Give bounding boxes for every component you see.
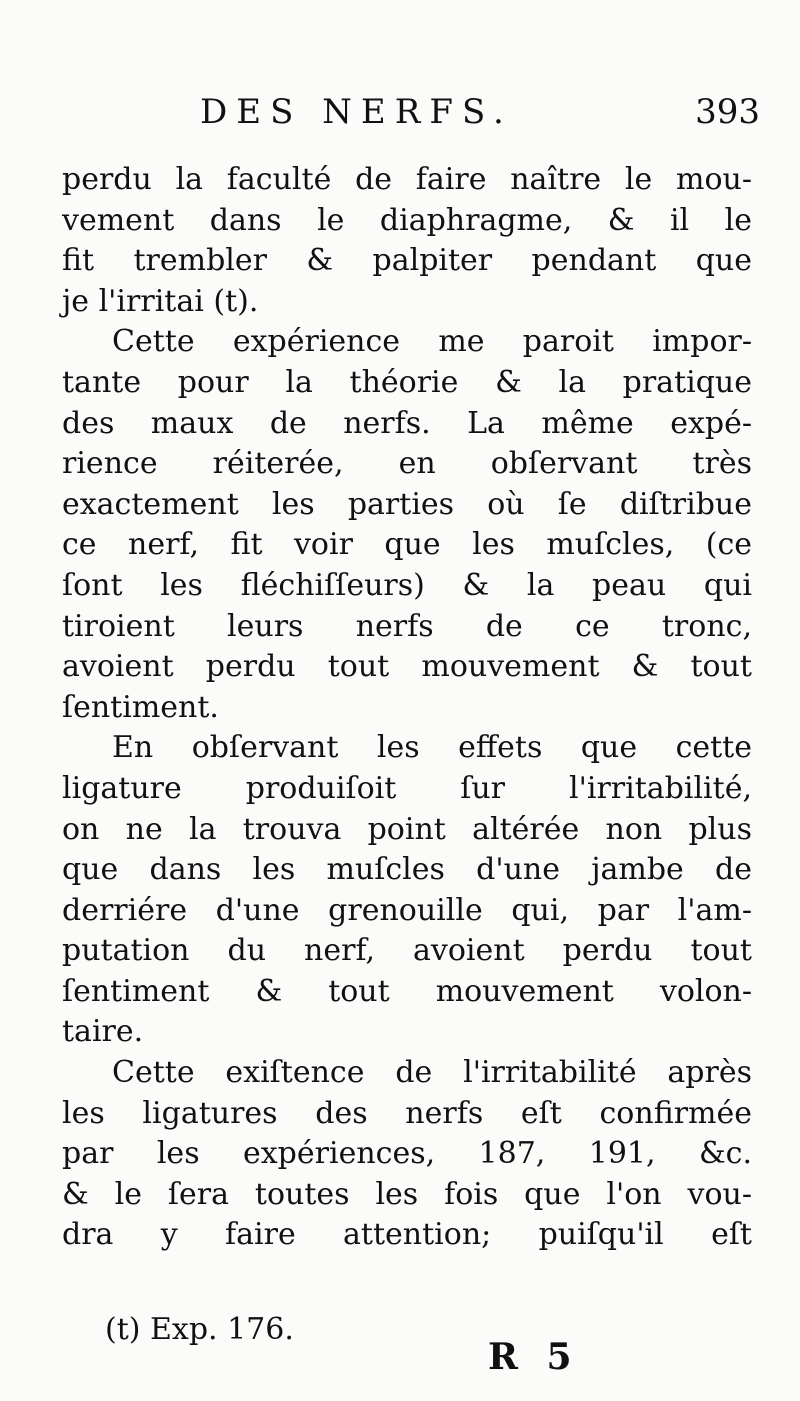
text-line: ſentiment & tout mouvement volon- (62, 973, 752, 1009)
text-line: derriére d'une grenouille qui, par l'am- (62, 892, 752, 928)
text-line: En obſervant les effets que cette (112, 730, 752, 766)
text-line: perdu la faculté de faire naître le mou- (62, 162, 752, 197)
text-line: ce nerf, fit voir que les muſcles, (ce (62, 527, 752, 563)
page-number: 393 (695, 92, 760, 132)
text-line: je l'irritai (t). (62, 283, 259, 319)
text-line: dra y faire attention; puiſqu'il eſt (62, 1217, 752, 1253)
text-line: vement dans le diaphragme, & il le (62, 202, 752, 238)
text-line: ſentiment. (62, 689, 219, 725)
text-line: ligature produiſoit ſur l'irritabilité, (62, 770, 752, 806)
body-text (62, 160, 752, 1256)
text-line: tante pour la théorie & la pratique (62, 364, 752, 400)
signature-mark: R 5 (488, 1336, 580, 1378)
text-line: que dans les muſcles d'une jambe de (62, 852, 752, 888)
text-line: Cette exiſtence de l'irritabilité après (112, 1055, 752, 1091)
text-line: ſont les fléchiſſeurs) & la peau qui (62, 567, 752, 603)
text-line: tiroient leurs nerfs de ce tronc, (62, 608, 752, 644)
text-line: les ligatures des nerfs eſt confirmée (62, 1095, 752, 1131)
text-line: & le ſera toutes les fois que l'on vou- (62, 1176, 752, 1212)
text-line: putation du nerf, avoient perdu tout (62, 933, 752, 969)
text-line: des maux de nerfs. La même expé- (62, 405, 752, 441)
text-line: avoient perdu tout mouvement & tout (62, 649, 752, 685)
text-line: on ne la trouva point altérée non plus (62, 811, 752, 847)
footnote: (t) Exp. 176. (105, 1312, 294, 1347)
text-line: fit trembler & palpiter pendant que (62, 243, 752, 279)
text-line: taire. (62, 1014, 144, 1050)
text-line: exactement les parties où ſe diſtribue (62, 486, 752, 522)
running-title: DES NERFS. (200, 92, 513, 132)
page-header (200, 92, 760, 142)
text-line: par les expériences, 187, 191, &c. (62, 1136, 752, 1172)
text-line: Cette expérience me paroit impor- (112, 324, 752, 360)
text-line: rience réiterée, en obſervant très (62, 446, 752, 482)
